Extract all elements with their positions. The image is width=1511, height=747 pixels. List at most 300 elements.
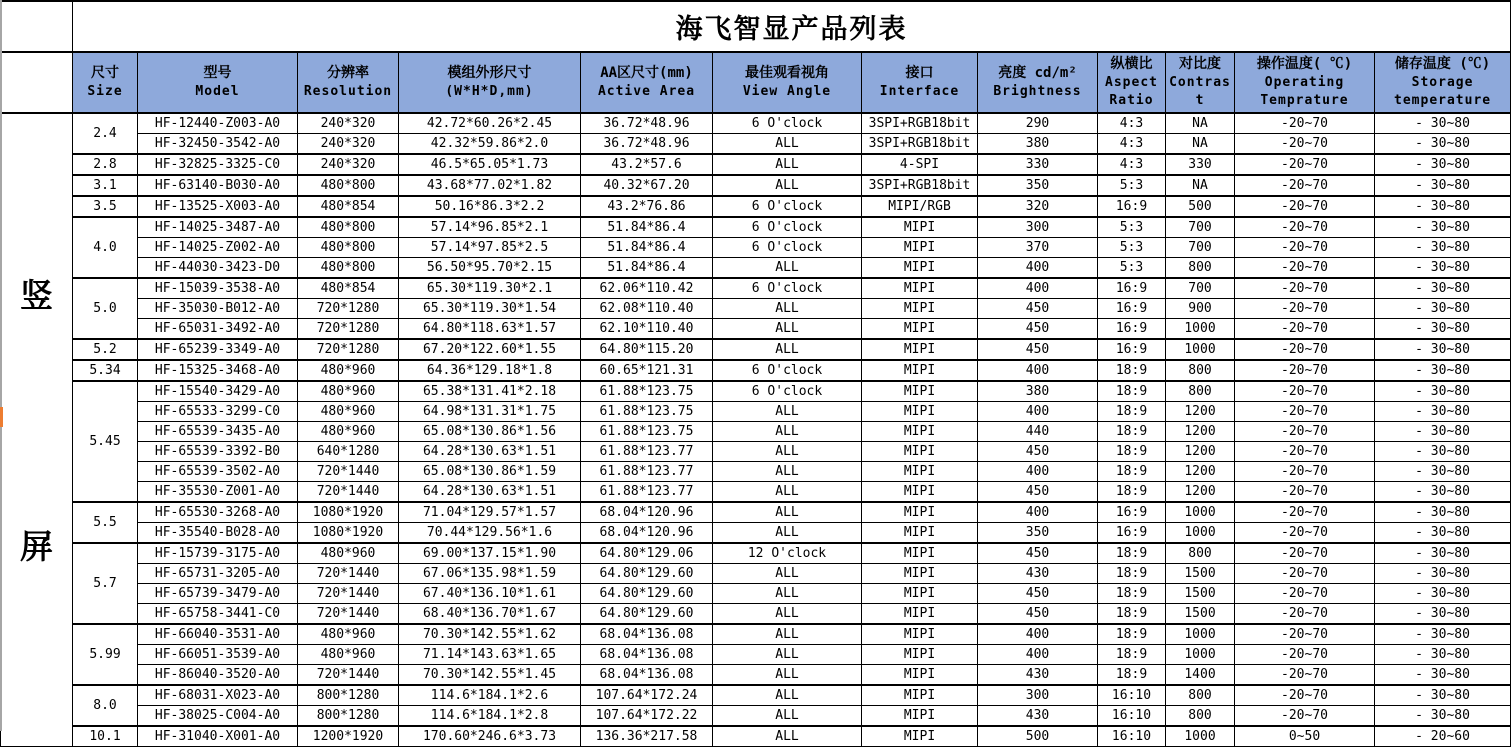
cell-interface: MIPI [862,402,978,422]
table-row [1,604,1511,625]
cell-resolution: 480*960 [298,360,399,381]
cell-model: HF-86040-3520-A0 [138,665,298,686]
cell-operating-temp: -20~70 [1235,134,1375,155]
cell-view-angle: ALL [713,154,862,175]
cell-contrast: NA [1166,113,1235,134]
corner-cell-2 [1,52,73,113]
cell-aspect-ratio: 18:9 [1098,402,1166,422]
cell-aspect-ratio: 18:9 [1098,543,1166,564]
cell-view-angle: ALL [713,339,862,360]
cell-model: HF-32450-3542-A0 [138,134,298,155]
cell-operating-temp: -20~70 [1235,175,1375,196]
cell-brightness: 350 [978,175,1098,196]
cell-interface: MIPI [862,665,978,686]
cell-aspect-ratio: 18:9 [1098,442,1166,462]
cell-view-angle: ALL [713,685,862,706]
cell-outline-dim: 57.14*97.85*2.5 [399,238,581,258]
cell-model: HF-31040-X001-A0 [138,726,298,747]
cell-interface: MIPI [862,685,978,706]
cell-contrast: 800 [1166,360,1235,381]
cell-outline-dim: 68.40*136.70*1.67 [399,604,581,625]
cell-interface: MIPI [862,422,978,442]
cell-storage-temp: - 30~80 [1375,645,1511,665]
cell-contrast: 1200 [1166,462,1235,482]
cell-outline-dim: 65.08*130.86*1.56 [399,422,581,442]
cell-resolution: 480*800 [298,217,399,238]
cell-brightness: 450 [978,339,1098,360]
cell-active-area: 64.80*115.20 [581,339,713,360]
cell-operating-temp: -20~70 [1235,685,1375,706]
column-header-operating-temp [1235,52,1375,113]
cell-aspect-ratio: 16:9 [1098,502,1166,523]
cell-outline-dim: 46.5*65.05*1.73 [399,154,581,175]
cell-outline-dim: 64.36*129.18*1.8 [399,360,581,381]
column-header-storage-temp-line: 储存温度 (℃) [1394,56,1491,72]
cell-brightness: 400 [978,402,1098,422]
column-header-outline-dim-line: (W*H*D,mm) [445,84,534,99]
cell-resolution: 480*960 [298,422,399,442]
cell-resolution: 720*1440 [298,564,399,584]
cell-interface: MIPI [862,645,978,665]
cell-aspect-ratio: 18:9 [1098,381,1166,402]
cell-model: HF-65539-3502-A0 [138,462,298,482]
cell-interface: MIPI [862,381,978,402]
cell-storage-temp: - 30~80 [1375,523,1511,544]
cell-active-area: 61.88*123.75 [581,422,713,442]
orientation-label-char: 屏 [20,527,53,566]
table-row [1,319,1511,340]
column-header-resolution [298,52,399,113]
cell-aspect-ratio: 18:9 [1098,482,1166,503]
cell-model: HF-65031-3492-A0 [138,319,298,340]
cell-aspect-ratio: 18:9 [1098,422,1166,442]
column-header-model [138,52,298,113]
cell-outline-dim: 170.60*246.6*3.73 [399,726,581,747]
cell-contrast: 1400 [1166,665,1235,686]
cell-operating-temp: -20~70 [1235,564,1375,584]
cell-active-area: 61.88*123.77 [581,462,713,482]
column-header-size-line: Size [87,84,123,99]
cell-model: HF-15325-3468-A0 [138,360,298,381]
cell-operating-temp: -20~70 [1235,339,1375,360]
cell-contrast: 1500 [1166,584,1235,604]
orientation-label-char: 竖 [20,276,53,315]
cell-contrast: NA [1166,175,1235,196]
cell-storage-temp: - 30~80 [1375,502,1511,523]
cell-active-area: 61.88*123.77 [581,442,713,462]
cell-contrast: 700 [1166,217,1235,238]
cell-operating-temp: -20~70 [1235,584,1375,604]
cell-storage-temp: - 30~80 [1375,706,1511,727]
cell-view-angle: ALL [713,258,862,279]
cell-aspect-ratio: 16:9 [1098,523,1166,544]
cell-storage-temp: - 30~80 [1375,238,1511,258]
cell-storage-temp: - 30~80 [1375,278,1511,299]
cell-model: HF-65530-3268-A0 [138,502,298,523]
cell-outline-dim: 114.6*184.1*2.8 [399,706,581,727]
column-header-interface-line: Interface [879,84,960,99]
cell-interface: MIPI [862,278,978,299]
table-row [1,258,1511,279]
cell-interface: MIPI [862,238,978,258]
cell-resolution: 720*1440 [298,604,399,625]
cell-active-area: 61.88*123.77 [581,482,713,503]
cell-brightness: 400 [978,462,1098,482]
cell-operating-temp: -20~70 [1235,299,1375,319]
cell-aspect-ratio: 16:10 [1098,706,1166,727]
cell-resolution: 720*1440 [298,584,399,604]
cell-model: HF-12440-Z003-A0 [138,113,298,134]
cell-outline-dim: 67.06*135.98*1.59 [399,564,581,584]
cell-brightness: 300 [978,217,1098,238]
cell-interface: MIPI [862,543,978,564]
column-header-model-line: 型号 [203,65,232,81]
cell-aspect-ratio: 18:9 [1098,665,1166,686]
cell-brightness: 430 [978,665,1098,686]
cell-active-area: 51.84*86.4 [581,217,713,238]
cell-active-area: 107.64*172.22 [581,706,713,727]
cell-brightness: 450 [978,584,1098,604]
cell-brightness: 400 [978,278,1098,299]
cell-contrast: 1200 [1166,422,1235,442]
column-header-interface [862,52,978,113]
cell-operating-temp: -20~70 [1235,258,1375,279]
column-header-interface-line: 接口 [905,65,934,81]
cell-view-angle: 6 O'clock [713,238,862,258]
cell-operating-temp: -20~70 [1235,113,1375,134]
header-row [1,52,1511,113]
cell-resolution: 480*854 [298,196,399,217]
cell-aspect-ratio: 5:3 [1098,217,1166,238]
cell-resolution: 720*1440 [298,462,399,482]
cell-contrast: 1200 [1166,482,1235,503]
column-header-contrast-line: Contras [1169,75,1231,90]
cell-storage-temp: - 30~80 [1375,319,1511,340]
table-row [1,134,1511,155]
cell-brightness: 440 [978,422,1098,442]
cell-interface: MIPI [862,604,978,625]
cell-active-area: 62.08*110.40 [581,299,713,319]
cell-storage-temp: - 30~80 [1375,134,1511,155]
cell-aspect-ratio: 18:9 [1098,645,1166,665]
table-row [1,584,1511,604]
cell-outline-dim: 65.30*119.30*1.54 [399,299,581,319]
cell-operating-temp: -20~70 [1235,360,1375,381]
table-row [1,175,1511,196]
cell-brightness: 450 [978,442,1098,462]
size-group-cell: 3.1 [73,175,138,196]
cell-model: HF-65239-3349-A0 [138,339,298,360]
cell-resolution: 480*854 [298,278,399,299]
cell-view-angle: ALL [713,523,862,544]
table-row [1,402,1511,422]
cell-view-angle: 6 O'clock [713,360,862,381]
column-header-resolution-line: Resolution [303,84,393,99]
cell-storage-temp: - 30~80 [1375,462,1511,482]
cell-operating-temp: -20~70 [1235,462,1375,482]
cell-interface: 3SPI+RGB18bit [862,113,978,134]
cell-aspect-ratio: 18:9 [1098,624,1166,645]
cell-contrast: 700 [1166,238,1235,258]
cell-outline-dim: 70.44*129.56*1.6 [399,523,581,544]
column-header-size [73,52,138,113]
cell-active-area: 107.64*172.24 [581,685,713,706]
size-group-cell: 8.0 [73,685,138,726]
cell-brightness: 370 [978,238,1098,258]
cell-storage-temp: - 20~60 [1375,726,1511,747]
cell-active-area: 64.80*129.60 [581,604,713,625]
cell-aspect-ratio: 16:9 [1098,299,1166,319]
column-header-aspect-ratio-line: 纵横比 [1110,56,1153,72]
cell-view-angle: ALL [713,442,862,462]
window-left-edge [0,0,2,731]
size-group-cell: 5.99 [73,624,138,685]
cell-view-angle: 12 O'clock [713,543,862,564]
cell-aspect-ratio: 4:3 [1098,154,1166,175]
column-header-contrast [1166,52,1235,113]
cell-active-area: 64.80*129.06 [581,543,713,564]
cell-brightness: 400 [978,258,1098,279]
cell-interface: MIPI [862,319,978,340]
cell-view-angle: ALL [713,134,862,155]
cell-interface: 3SPI+RGB18bit [862,175,978,196]
size-group-cell: 5.2 [73,339,138,360]
cell-model: HF-35530-Z001-A0 [138,482,298,503]
cell-operating-temp: 0~50 [1235,726,1375,747]
cell-active-area: 68.04*136.08 [581,645,713,665]
cell-contrast: 330 [1166,154,1235,175]
column-header-aspect-ratio-line: Aspect [1105,75,1158,90]
cell-contrast: 700 [1166,278,1235,299]
cell-resolution: 480*800 [298,258,399,279]
cell-brightness: 350 [978,523,1098,544]
cell-resolution: 240*320 [298,134,399,155]
cell-contrast: 800 [1166,258,1235,279]
orientation-label-cell [1,113,73,747]
cell-aspect-ratio: 16:9 [1098,319,1166,340]
cell-operating-temp: -20~70 [1235,502,1375,523]
table-row [1,502,1511,523]
cell-view-angle: ALL [713,665,862,686]
cell-brightness: 450 [978,299,1098,319]
cell-active-area: 136.36*217.58 [581,726,713,747]
cell-resolution: 240*320 [298,154,399,175]
table-row [1,726,1511,747]
cell-view-angle: ALL [713,175,862,196]
cell-outline-dim: 65.30*119.30*2.1 [399,278,581,299]
cell-model: HF-65539-3435-A0 [138,422,298,442]
cell-active-area: 60.65*121.31 [581,360,713,381]
table-row [1,339,1511,360]
cell-brightness: 450 [978,482,1098,503]
cell-view-angle: ALL [713,422,862,442]
cell-brightness: 400 [978,502,1098,523]
cell-interface: MIPI [862,258,978,279]
cell-brightness: 380 [978,134,1098,155]
cell-model: HF-15739-3175-A0 [138,543,298,564]
cell-storage-temp: - 30~80 [1375,154,1511,175]
cell-view-angle: ALL [713,604,862,625]
column-header-operating-temp-line: 操作温度( ℃) [1256,56,1353,72]
cell-storage-temp: - 30~80 [1375,604,1511,625]
cell-brightness: 380 [978,381,1098,402]
cell-model: HF-65731-3205-A0 [138,564,298,584]
cell-aspect-ratio: 16:9 [1098,339,1166,360]
table-row [1,278,1511,299]
cell-storage-temp: - 30~80 [1375,564,1511,584]
cell-view-angle: ALL [713,462,862,482]
cell-resolution: 1080*1920 [298,523,399,544]
cell-outline-dim: 65.08*130.86*1.59 [399,462,581,482]
column-header-contrast-line: 对比度 [1179,56,1221,72]
cell-aspect-ratio: 5:3 [1098,258,1166,279]
cell-interface: MIPI [862,299,978,319]
cell-aspect-ratio: 5:3 [1098,175,1166,196]
cell-aspect-ratio: 16:9 [1098,196,1166,217]
cell-view-angle: 6 O'clock [713,278,862,299]
column-header-outline-dim [399,52,581,113]
cell-contrast: 1500 [1166,604,1235,625]
cell-aspect-ratio: 5:3 [1098,238,1166,258]
cell-operating-temp: -20~70 [1235,319,1375,340]
cell-contrast: 1000 [1166,319,1235,340]
column-header-brightness-line: 亮度 cd/m² [998,65,1077,81]
cell-contrast: 500 [1166,196,1235,217]
cell-brightness: 290 [978,113,1098,134]
cell-storage-temp: - 30~80 [1375,482,1511,503]
cell-model: HF-14025-3487-A0 [138,217,298,238]
size-group-cell: 5.5 [73,502,138,543]
cell-resolution: 1080*1920 [298,502,399,523]
table-row [1,442,1511,462]
cell-model: HF-65739-3479-A0 [138,584,298,604]
column-header-contrast-line: t [1195,93,1205,108]
column-header-view-angle-line: View Angle [742,84,832,99]
column-header-brightness-line: Brightness [993,84,1082,99]
cell-aspect-ratio: 18:9 [1098,604,1166,625]
cell-active-area: 68.04*136.08 [581,665,713,686]
cell-brightness: 300 [978,685,1098,706]
cell-aspect-ratio: 16:10 [1098,726,1166,747]
cell-interface: 4-SPI [862,154,978,175]
cell-brightness: 320 [978,196,1098,217]
column-header-view-angle-line: 最佳观看视角 [745,65,829,81]
cell-active-area: 68.04*120.96 [581,523,713,544]
cell-model: HF-35030-B012-A0 [138,299,298,319]
cell-model: HF-65758-3441-C0 [138,604,298,625]
cell-view-angle: ALL [713,502,862,523]
column-header-model-line: Model [195,84,240,99]
cell-active-area: 36.72*48.96 [581,134,713,155]
cell-model: HF-15540-3429-A0 [138,381,298,402]
cell-storage-temp: - 30~80 [1375,175,1511,196]
column-header-storage-temp-line: temperature [1394,93,1492,108]
cell-aspect-ratio: 16:9 [1098,278,1166,299]
table-row [1,665,1511,686]
cell-contrast: 1000 [1166,726,1235,747]
table-row [1,381,1511,402]
cell-resolution: 480*960 [298,402,399,422]
cell-contrast: 1000 [1166,523,1235,544]
cell-active-area: 43.2*76.86 [581,196,713,217]
cell-storage-temp: - 30~80 [1375,584,1511,604]
title-row [1,1,1511,52]
table-row [1,196,1511,217]
cell-outline-dim: 65.38*131.41*2.18 [399,381,581,402]
cell-interface: MIPI/RGB [862,196,978,217]
cell-outline-dim: 67.40*136.10*1.61 [399,584,581,604]
corner-cell [1,1,73,52]
cell-interface: MIPI [862,360,978,381]
cell-resolution: 720*1280 [298,339,399,360]
cell-model: HF-15039-3538-A0 [138,278,298,299]
column-header-storage-temp [1375,52,1511,113]
cell-operating-temp: -20~70 [1235,238,1375,258]
cell-contrast: 1200 [1166,402,1235,422]
cell-contrast: 900 [1166,299,1235,319]
cell-interface: MIPI [862,706,978,727]
cell-contrast: 1500 [1166,564,1235,584]
cell-view-angle: 6 O'clock [713,217,862,238]
cell-aspect-ratio: 4:3 [1098,134,1166,155]
cell-aspect-ratio: 4:3 [1098,113,1166,134]
cell-resolution: 1200*1920 [298,726,399,747]
cell-view-angle: ALL [713,624,862,645]
cell-model: HF-66051-3539-A0 [138,645,298,665]
cell-interface: MIPI [862,502,978,523]
cell-brightness: 450 [978,543,1098,564]
column-header-outline-dim-line: 模组外形尺寸 [447,65,532,81]
cell-interface: MIPI [862,523,978,544]
cell-model: HF-35540-B028-A0 [138,523,298,544]
cell-operating-temp: -20~70 [1235,442,1375,462]
cell-operating-temp: -20~70 [1235,196,1375,217]
cell-brightness: 430 [978,706,1098,727]
column-header-aspect-ratio-line: Ratio [1109,93,1154,108]
cell-brightness: 400 [978,645,1098,665]
cell-operating-temp: -20~70 [1235,381,1375,402]
cell-storage-temp: - 30~80 [1375,196,1511,217]
column-header-resolution-line: 分辨率 [327,65,369,81]
cell-model: HF-65533-3299-C0 [138,402,298,422]
cell-view-angle: ALL [713,706,862,727]
cell-resolution: 480*960 [298,624,399,645]
cell-active-area: 43.2*57.6 [581,154,713,175]
cell-contrast: 800 [1166,381,1235,402]
table-row [1,564,1511,584]
size-group-cell: 2.4 [73,113,138,154]
cell-outline-dim: 56.50*95.70*2.15 [399,258,581,279]
cell-resolution: 800*1280 [298,685,399,706]
column-header-view-angle [713,52,862,113]
cell-resolution: 480*960 [298,543,399,564]
cell-model: HF-44030-3423-D0 [138,258,298,279]
cell-active-area: 62.06*110.42 [581,278,713,299]
column-header-active-area-line: Active Area [597,84,696,99]
cell-model: HF-68031-X023-A0 [138,685,298,706]
cell-operating-temp: -20~70 [1235,665,1375,686]
cell-storage-temp: - 30~80 [1375,422,1511,442]
cell-outline-dim: 70.30*142.55*1.45 [399,665,581,686]
cell-storage-temp: - 30~80 [1375,360,1511,381]
cell-storage-temp: - 30~80 [1375,543,1511,564]
size-group-cell: 5.34 [73,360,138,381]
cell-resolution: 720*1280 [298,299,399,319]
cell-active-area: 51.84*86.4 [581,258,713,279]
cell-operating-temp: -20~70 [1235,604,1375,625]
cell-brightness: 400 [978,360,1098,381]
cell-resolution: 720*1440 [298,482,399,503]
